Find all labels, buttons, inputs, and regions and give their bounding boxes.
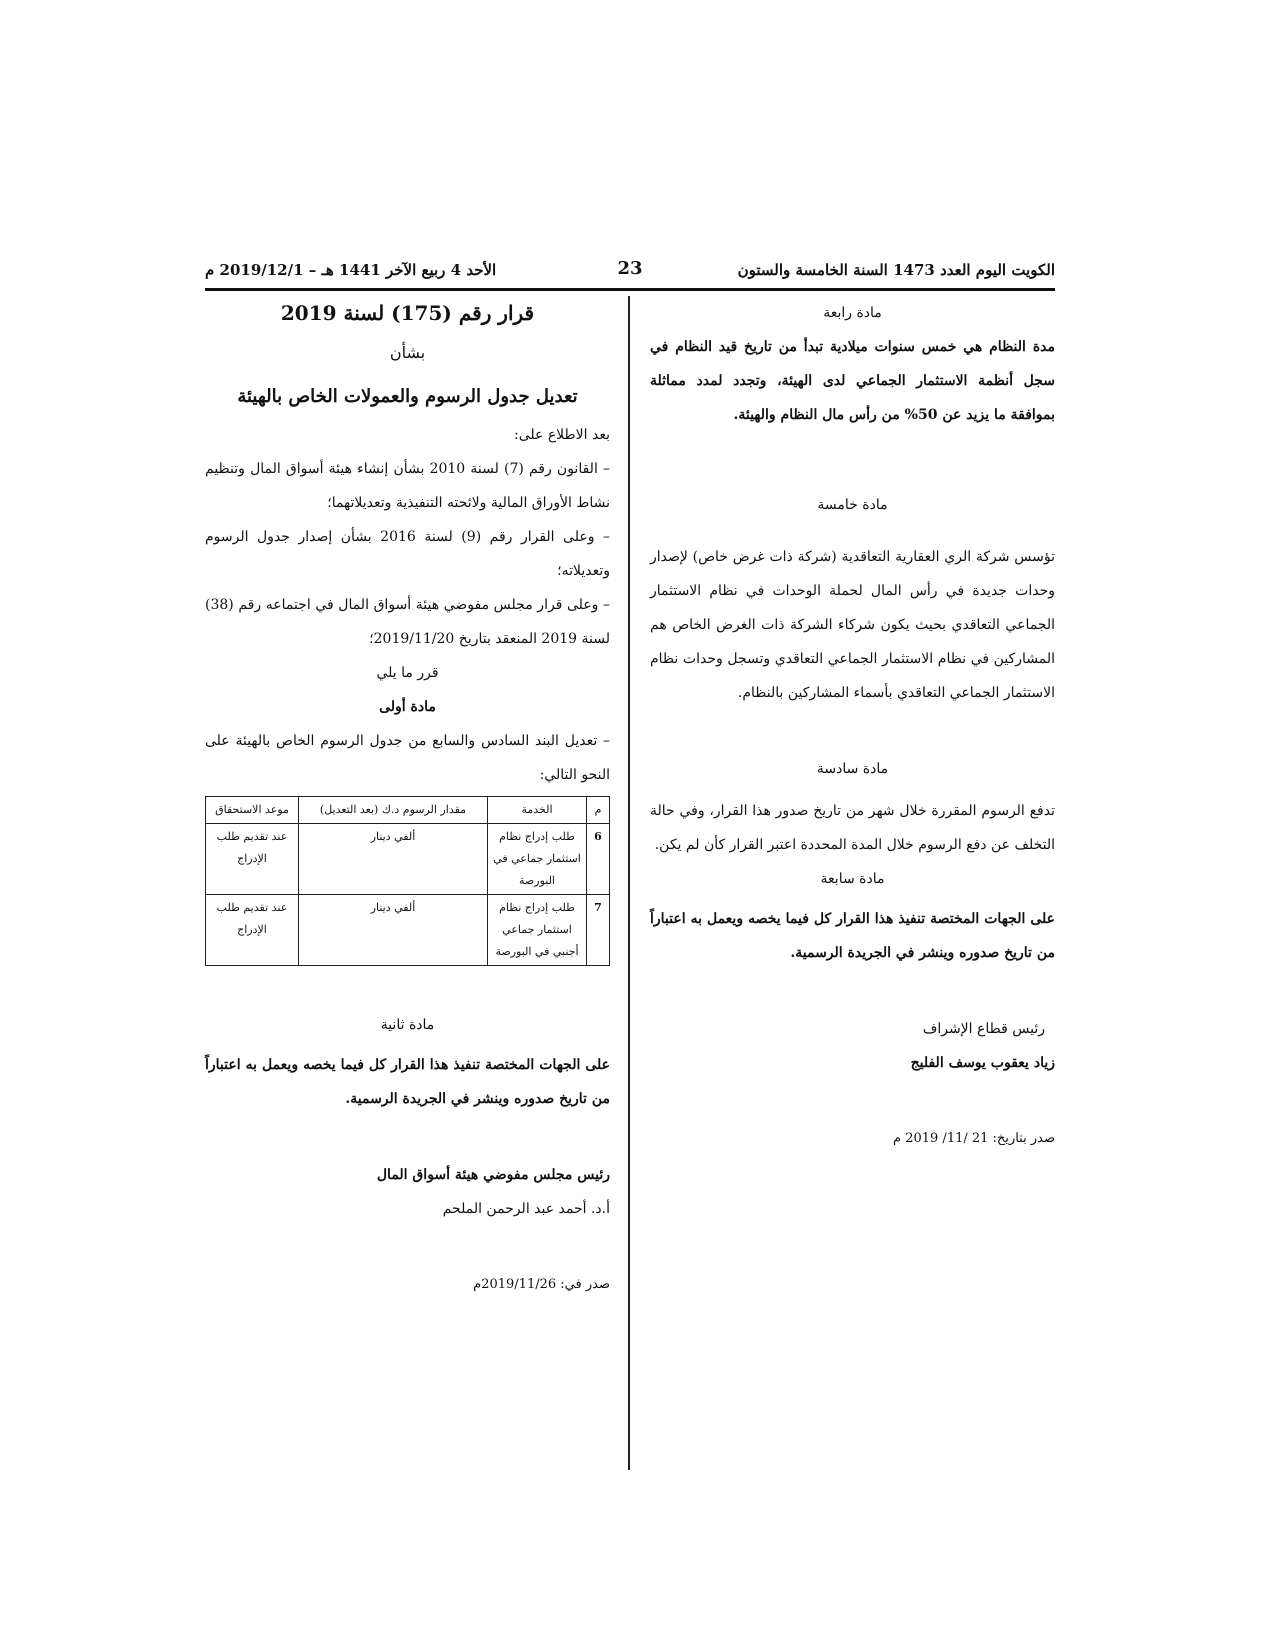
page-number: 23 [617,258,643,279]
table-cell: طلب إدراج نظام استثمار جماعي أجنبي في البورصة [488,895,587,966]
decision-subtitle: بشأن [389,343,426,362]
decided-label: قرر ما يلي [376,665,439,681]
article-4-text: مدة النظام هي خمس سنوات ميلادية تبدأ من تاريخ قيد النظام في سجل أنظمة الاستثمار الجماعي لدى الهيئة، وتجدد لمدد مماثلة بموافقة ما يزيد عن 50% من رأس مال النظام والهيئة. [650,339,1055,423]
board-signatory-name: أ.د. أحمد عبد الرحمن الملحم [442,1201,610,1217]
table-cell: 7 [587,895,610,966]
preamble: بعد الاطلاع على: [514,427,610,443]
table-cell: عند تقديم طلب الإدراج [206,824,299,895]
article-6-text: تدفع الرسوم المقررة خلال شهر من تاريخ صدور هذا القرار، وفي حالة التخلف عن دفع الرسوم خلال المدة المحددة اعتبر القرار كأن لم يكن. [650,803,1055,853]
table-cell: عند تقديم طلب الإدراج [206,895,299,966]
board-signatory-role: رئيس مجلس مفوضي هيئة أسواق المال [376,1167,610,1183]
article-5-title: مادة خامسة [817,497,888,513]
article-1-title: مادة أولى [379,699,436,715]
issue-date: الأحد 4 ربيع الآخر 1441 هـ – 2019/12/1 م [205,261,497,279]
gazette-issue-label: الكويت اليوم العدد 1473 السنة الخامسة والستون [737,261,1055,279]
right-column [650,296,1055,1156]
table-cell: ألفي دينار [299,824,488,895]
fees-table [205,796,610,966]
table-cell: 6 [587,824,610,895]
signatory-role: رئيس قطاع الإشراف [922,1021,1045,1037]
page-header [205,258,1055,286]
article-7-text: على الجهات المختصة تنفيذ هذا القرار كل فيما يخصه ويعمل به اعتباراً من تاريخ صدوره وينشر في الجريدة الرسمية. [650,911,1055,961]
decision-title: قرار رقم (175) لسنة 2019 [280,301,535,325]
header-rule [205,288,1055,291]
left-column [205,296,610,1302]
article-2-title: مادة ثانية [380,1017,435,1033]
issue-date-left: صدر في: 2019/11/26م [473,1277,610,1292]
article-5-text: تؤسس شركة الري العقارية التعاقدية (شركة ذات غرض خاص) لإصدار وحدات جديدة في رأس المال لحملة الوحدات في نظام الاستثمار الجماعي التعاقدي بحيث يكون شركاء الشركة ذات الغرض الخاص هم المشاركين في نظام الاستثمار الجماعي التعاقدي وتسجل وحدات نظام الاستثمار الجماعي التعاقدي بأسماء المشاركين بالنظام. [650,549,1055,701]
table-header-row [206,797,610,824]
table-header: م [587,797,610,824]
table-row [206,895,610,966]
article-7-title: مادة سابعة [820,871,885,887]
reference-1: – القانون رقم (7) لسنة 2010 بشأن إنشاء هيئة أسواق المال وتنظيم نشاط الأوراق المالية ولائحته التنفيذية وتعديلاتهما؛ [205,461,610,511]
article-1-text: – تعديل البند السادس والسابع من جدول الرسوم الخاص بالهيئة على النحو التالي: [205,733,610,783]
signatory-name: زياد يعقوب يوسف الفليج [910,1055,1055,1071]
issue-date-right: صدر بتاريخ: 21 /11/ 2019 م [893,1131,1055,1146]
article-2-text: على الجهات المختصة تنفيذ هذا القرار كل فيما يخصه ويعمل به اعتباراً من تاريخ صدوره وينشر في الجريدة الرسمية. [205,1057,610,1107]
decision-subject: تعديل جدول الرسوم والعمولات الخاص بالهيئة [237,386,578,407]
article-6-title: مادة سادسة [816,761,889,777]
table-header: مقدار الرسوم د.ك (بعد التعديل) [299,797,488,824]
table-cell: طلب إدراج نظام استثمار جماعي في البورصة [488,824,587,895]
article-4-title: مادة رابعة [823,305,882,321]
table-cell: ألفي دينار [299,895,488,966]
table-header: الخدمة [488,797,587,824]
table-header: موعد الاستحقاق [206,797,299,824]
reference-3: – وعلى قرار مجلس مفوضي هيئة أسواق المال في اجتماعه رقم (38) لسنة 2019 المنعقد بتاريخ 2019/11/20؛ [205,597,610,647]
table-row [206,824,610,895]
reference-2: – وعلى القرار رقم (9) لسنة 2016 بشأن إصدار جدول الرسوم وتعديلاته؛ [205,529,610,579]
column-divider [628,296,630,1470]
